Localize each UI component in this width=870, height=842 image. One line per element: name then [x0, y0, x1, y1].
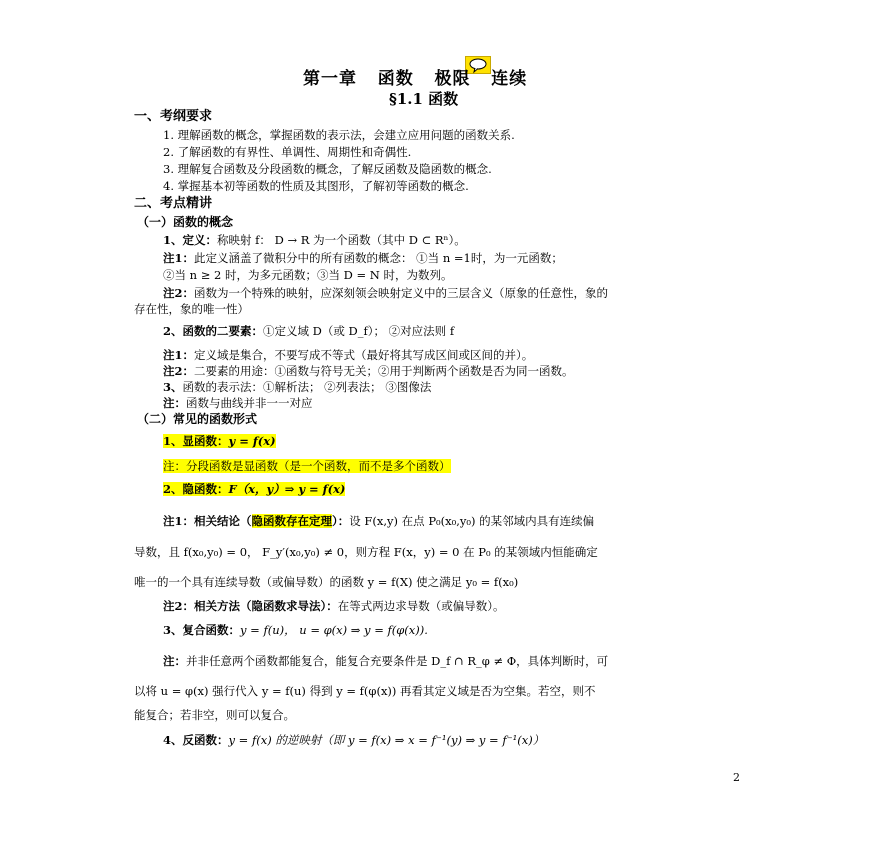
title-part: 第一章	[303, 69, 357, 89]
composite-label: 3、复合函数：	[163, 623, 241, 637]
definition-text: 称映射 f： D → R 为一个函数（其中 D ⊂ Rⁿ）。	[217, 233, 466, 247]
requirement-item: 3. 理解复合函数及分段函数的概念，了解反函数及隐函数的概念.	[163, 162, 492, 176]
implicit-label: 2、隐函数：	[163, 482, 229, 496]
heading-requirements: 一、考纲要求	[134, 109, 213, 124]
implicit-formula: F（x，y）⇒ y = f(x)	[228, 482, 346, 496]
composite-line	[163, 623, 428, 637]
note-label: 注：	[163, 654, 186, 668]
note-line	[163, 396, 313, 410]
note-line	[163, 251, 563, 265]
composite-formula: y = f(u)， u = φ(x) ⇒ y = f(φ(x)).	[240, 623, 428, 637]
note-text: 函数为一个特殊的映射，应深刻领会映射定义中的三层含义（原象的任意性，象的	[194, 286, 609, 300]
note-label: 注2：	[163, 364, 195, 378]
page-number: 2	[733, 771, 740, 784]
note-label: 注1：	[163, 251, 195, 265]
representation-text: 函数的表示法：①解析法； ②列表法； ③图像法	[182, 380, 432, 394]
note-text: 二要素的用途：①函数与符号无关；②用于判断两个函数是否为同一函数。	[194, 364, 574, 378]
implicit-note1-line: 导数，且 f(x₀,y₀) = 0， F_y′(x₀,y₀) ≠ 0，则方程 F(x，y) = 0 在 P₀ 的某领域内恒能确定	[134, 545, 598, 559]
note-text: 定义域是集合，不要写成不等式（最好将其写成区间或区间的并）。	[194, 348, 534, 362]
inverse-label: 4、反函数：	[163, 733, 229, 747]
composite-note-line: 以将 u = φ(x) 强行代入 y = f(u) 得到 y = f(φ(x)) 再看其定义域是否为空集。若空，则不	[134, 684, 596, 698]
requirement-item: 4. 掌握基本初等函数的性质及其图形，了解初等函数的概念.	[163, 179, 469, 193]
highlight-mark	[163, 482, 345, 496]
inverse-line	[163, 733, 544, 747]
composite-note-line: 能复合；若非空，则可以复合。	[134, 708, 295, 722]
note-label: 注1：	[163, 348, 195, 362]
chapter-title	[303, 69, 528, 89]
heading-forms: （二）常见的函数形式	[137, 412, 258, 426]
heading-concept: （一）函数的概念	[137, 215, 234, 229]
title-part: 函数	[377, 69, 414, 89]
note-line	[163, 364, 574, 378]
section-title: §1.1 函数	[389, 90, 459, 108]
note-text: 在等式两边求导数（或偏导数）。	[337, 599, 505, 613]
highlight-mark: 注：分段函数是显函数（是一个函数，而不是多个函数）	[163, 459, 451, 473]
explicit-label: 1、显函数：	[163, 434, 229, 448]
representation-label: 3、	[163, 380, 183, 394]
highlight-mark	[163, 434, 276, 448]
note-label: 注2：	[163, 286, 195, 300]
requirement-item: 1. 理解函数的概念，掌握函数的表示法，会建立应用问题的函数关系.	[163, 128, 515, 142]
note-line: 存在性，象的唯一性）	[134, 302, 249, 316]
note-text: 并非任意两个函数都能复合，能复合充要条件是 D_f ∩ R_φ ≠ Φ，具体判断时，可	[186, 654, 609, 668]
explicit-note-line	[163, 459, 451, 473]
definition-label: 1、定义：	[163, 233, 218, 247]
implicit-note2-line	[163, 599, 505, 613]
explicit-line	[163, 434, 276, 448]
heading-points: 二、考点精讲	[134, 196, 213, 211]
composite-note-line	[163, 654, 608, 668]
implicit-note1-line: 唯一的一个具有连续导数（或偏导数）的函数 y = f(X) 使之满足 y₀ = f(x₀)	[134, 575, 519, 589]
title-part: 连续	[491, 69, 528, 89]
theorem-name: 隐函数存在定理	[251, 514, 333, 528]
note-label: 注：	[163, 396, 186, 410]
definition-line	[163, 233, 466, 247]
note-label-end: ）：	[332, 514, 350, 528]
note-line	[163, 348, 533, 362]
inverse-text: y = f(x) 的逆映射（即 y = f(x) ⇒ x = f⁻¹(y) ⇒ y = f⁻¹(x)）	[228, 733, 545, 747]
note-text: 此定义涵盖了微积分中的所有函数的概念： ①当 n =1时，为一元函数；	[194, 251, 563, 265]
representation-line	[163, 380, 431, 394]
title-part: 极限	[434, 69, 471, 89]
note-label: 注2：相关方法（隐函数求导法）：	[163, 599, 338, 613]
requirement-item: 2. 了解函数的有界性、单调性、周期性和奇偶性.	[163, 145, 412, 159]
note-line	[163, 286, 608, 300]
note-text: 设 F(x,y) 在点 P₀(x₀,y₀) 的某邻域内具有连续偏	[349, 514, 595, 528]
two-elements-line	[163, 324, 454, 338]
note-line: ②当 n ≥ 2 时，为多元函数；③当 D = N 时，为数列。	[163, 268, 453, 282]
two-elements-text: ①定义域 D（或 D_f）； ②对应法则 f	[263, 324, 455, 338]
explicit-formula: y = f(x)	[228, 434, 276, 448]
implicit-note1-line	[163, 514, 594, 528]
note-label: 注1：相关结论（	[163, 514, 252, 528]
implicit-line	[163, 482, 345, 496]
two-elements-label: 2、函数的二要素：	[163, 324, 264, 338]
note-text: 函数与曲线并非一一对应	[186, 396, 313, 410]
